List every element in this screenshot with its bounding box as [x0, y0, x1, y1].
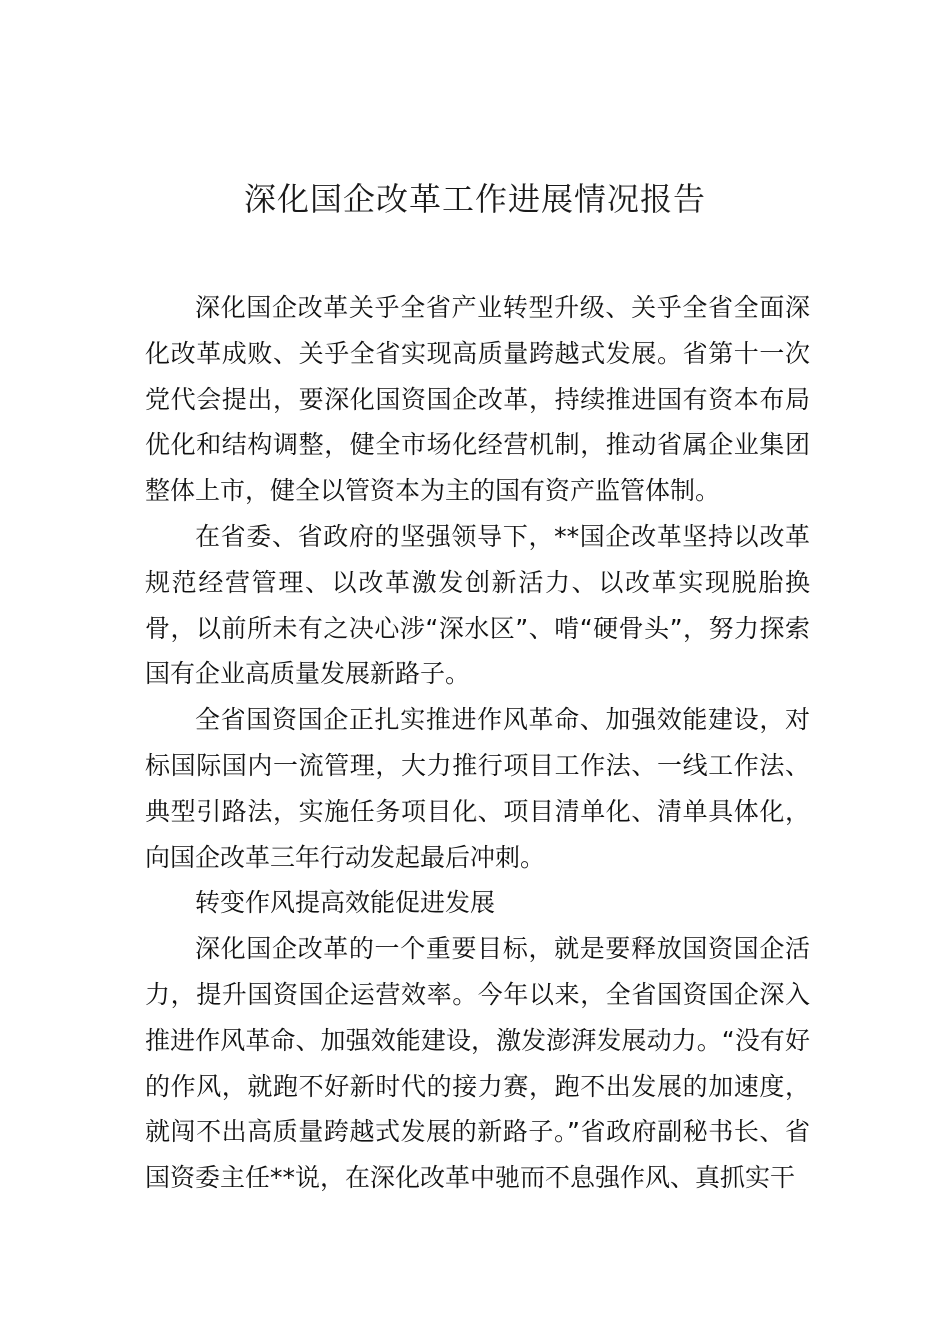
paragraph-2: 在省委、省政府的坚强领导下，**国企改革坚持以改革规范经营管理、以改革激发创新活力、以改革实现脱胎换骨，以前所未有之决心涉“深水区”、啃“硬骨头”，努力探索国有企业高质量发展新路子。: [145, 521, 810, 689]
section-subheading: 转变作风提高效能促进发展: [195, 888, 496, 918]
document-body: [145, 285, 810, 1201]
paragraph-1: 深化国企改革关乎全省产业转型升级、关乎全省全面深化改革成败、关乎全省实现高质量跨越式发展。省第十一次党代会提出，要深化国资国企改革，持续推进国有资本布局优化和结构调整，健全市场化经营机制，推动省属企业集团整体上市，健全以管资本为主的国有资产监管体制。: [145, 293, 810, 506]
paragraph-4: 深化国企改革的一个重要目标，就是要释放国资国企活力，提升国资国企运营效率。今年以来，全省国资国企深入推进作风革命、加强效能建设，激发澎湃发展动力。“没有好的作风，就跑不好新时代的接力赛，跑不出发展的加速度，就闯不出高质量跨越式发展的新路子。”省政府副秘书长、省国资委主任**说，在深化改革中驰而不息强作风、真抓实干: [145, 934, 810, 1193]
document-title: 深化国企改革工作进展情况报告: [243, 180, 706, 218]
paragraph-3: 全省国资国企正扎实推进作风革命、加强效能建设，对标国际国内一流管理，大力推行项目工作法、一线工作法、典型引路法，实施任务项目化、项目清单化、清单具体化，向国企改革三年行动发起最后冲刺。: [145, 705, 810, 872]
